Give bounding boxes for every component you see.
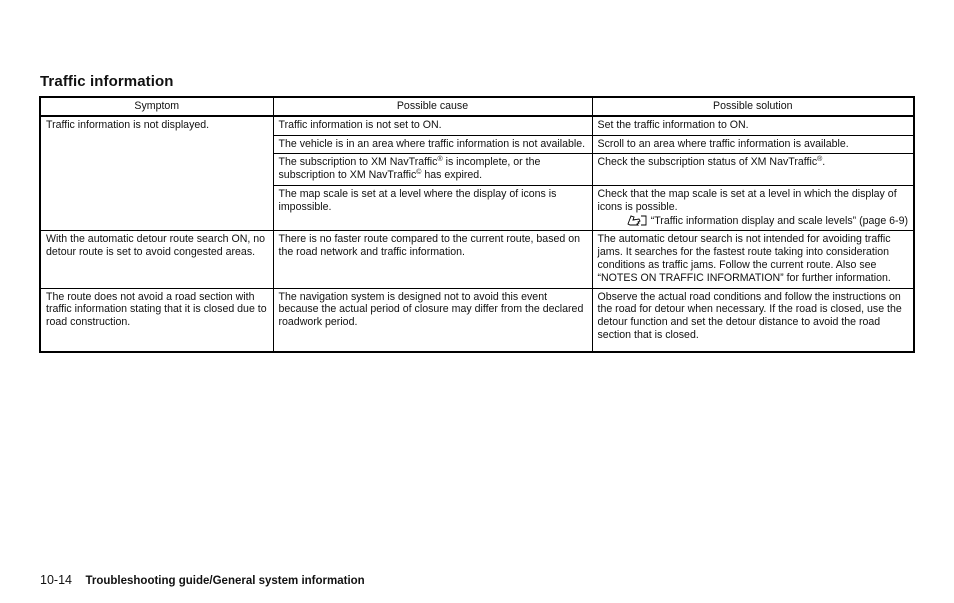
table-row bbox=[40, 116, 914, 135]
cause-cell: Traffic information is not set to ON. bbox=[273, 116, 592, 135]
cause-cell: The map scale is set at a level where the display of icons is impossible. bbox=[273, 185, 592, 230]
solution-text: Check that the map scale is set at a level in which the display of icons is possible. bbox=[597, 187, 897, 213]
header-symptom: Symptom bbox=[40, 97, 273, 116]
cause-text: has expired. bbox=[421, 169, 483, 182]
cause-cell bbox=[273, 154, 592, 186]
copyright-mark: © bbox=[416, 169, 422, 177]
solution-cell: Scroll to an area where traffic information is available. bbox=[592, 135, 914, 154]
cause-cell: The navigation system is designed not to avoid this event because the actual period of closure may differ from the declared roadwork period. bbox=[273, 288, 592, 352]
header-possible-solution: Possible solution bbox=[592, 97, 914, 116]
page-number: 10-14 bbox=[40, 573, 72, 587]
footer-section-title: Troubleshooting guide/General system information bbox=[85, 575, 365, 587]
table-row bbox=[40, 288, 914, 352]
solution-cell bbox=[592, 154, 914, 186]
page-reference-icon bbox=[626, 214, 648, 226]
symptom-cell: With the automatic detour route search ON, no detour route is set to avoid congested areas. bbox=[40, 231, 273, 288]
troubleshooting-table bbox=[39, 96, 915, 353]
header-possible-cause: Possible cause bbox=[273, 97, 592, 116]
cause-text: The subscription to XM NavTraffic bbox=[278, 156, 438, 169]
cause-cell: There is no faster route compared to the current route, based on the road network and traffic information. bbox=[273, 231, 592, 288]
page-reference[interactable] bbox=[598, 214, 909, 228]
cause-cell: The vehicle is in an area where traffic information is not available. bbox=[273, 135, 592, 154]
registered-mark: ® bbox=[437, 156, 443, 164]
solution-cell: Observe the actual road conditions and follow the instructions on the road for detour when necessary. If the road is closed, use the detour function and set the detour distance to avoid the road section that is closed. bbox=[592, 288, 914, 352]
solution-text: Check the subscription status of XM NavTraffic bbox=[597, 156, 818, 169]
solution-cell: Set the traffic information to ON. bbox=[592, 116, 914, 135]
page-footer bbox=[40, 573, 365, 587]
registered-mark: ® bbox=[817, 156, 823, 164]
solution-cell bbox=[592, 185, 914, 230]
solution-text: . bbox=[822, 156, 826, 169]
table-row bbox=[40, 231, 914, 288]
table-header-row bbox=[40, 97, 914, 116]
solution-cell: The automatic detour search is not intended for avoiding traffic jams. It searches for the fastest route taking into consideration conditions as traffic jams. Follow the current route. Also see “NOTES ON TRAFFIC INFORMATION” for further information. bbox=[592, 231, 914, 288]
symptom-cell: Traffic information is not displayed. bbox=[40, 116, 273, 231]
symptom-cell: The route does not avoid a road section with traffic information stating that it is closed due to road construction. bbox=[40, 288, 273, 352]
cause-text: is incomplete, or the subscription to XM NavTraffic bbox=[278, 156, 541, 182]
page-reference-text[interactable]: “Traffic information display and scale levels” (page 6-9) bbox=[650, 214, 908, 227]
section-title: Traffic information bbox=[40, 73, 174, 90]
